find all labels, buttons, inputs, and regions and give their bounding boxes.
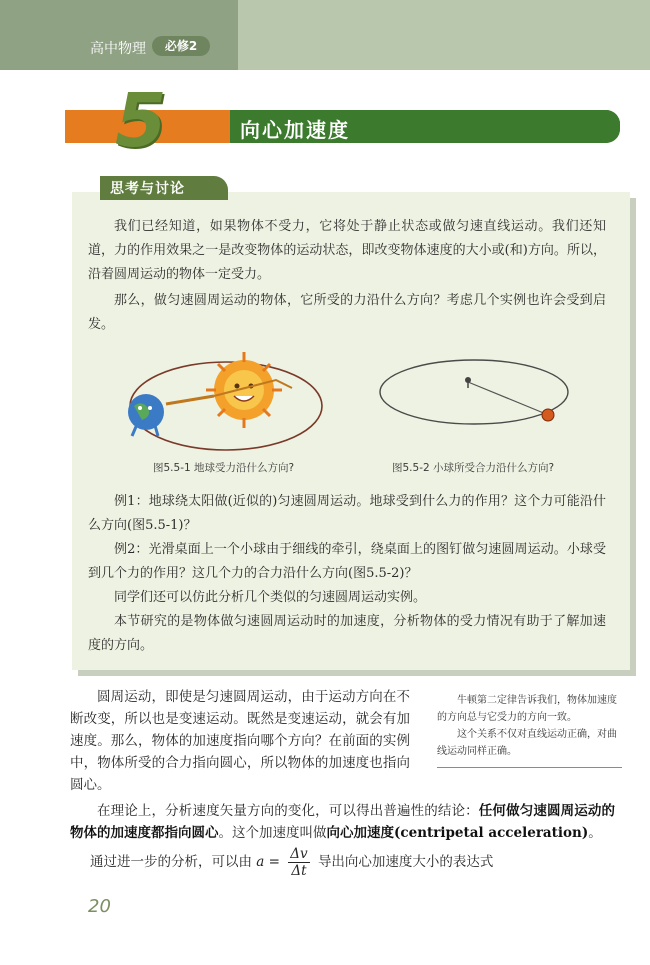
- think-paragraph-2: 那么，做匀速圆周运动的物体，它所受的力沿什么方向？考虑几个实例也许会受到启发。: [88, 293, 606, 332]
- para2-start: 在理论上，分析速度矢量方向的变化，可以得出普遍性的结论：: [97, 803, 479, 819]
- ball-icon: [542, 409, 554, 421]
- formula-suffix: 导出向心加速度大小的表达式: [317, 854, 494, 870]
- formula-numerator: Δv: [290, 846, 308, 862]
- earth-sun-figure: [96, 350, 328, 460]
- example-2: 例2：光滑桌面上一个小球由于细线的牵引，绕桌面上的图钉做匀速圆周运动。小球受到几个力的作用？这几个力的合力沿什么方向(图5.5-2)？: [88, 542, 606, 581]
- formula-fraction: [288, 846, 309, 879]
- think-paragraph-1: 我们已经知道，如果物体不受力，它将处于静止状态或做匀速直线运动。我们还知道，力的作用效果之一是改变物体的运动状态，即改变物体速度的大小或(和)方向。所以，沿着圆周运动的物体一定受力。: [88, 219, 606, 282]
- ball-string-figure: [376, 352, 576, 434]
- string-line: [468, 382, 546, 414]
- formula-denominator: Δt: [291, 863, 307, 879]
- body-paragraph-2: [70, 800, 615, 844]
- section-title: 向心加速度: [240, 118, 350, 142]
- ball-path: [380, 360, 568, 424]
- header-block: [0, 0, 238, 70]
- formula-prefix: 通过进一步的分析，可以由: [90, 854, 252, 870]
- para2-end: 。: [588, 825, 602, 841]
- section-number: 5: [115, 78, 167, 164]
- figure-2-caption: 图5.5-2 小球所受合力沿什么方向?: [392, 462, 555, 474]
- para2-mid: 。这个加速度叫做: [218, 825, 327, 841]
- centripetal-english: (centripetal acceleration): [394, 825, 589, 841]
- formula-line: [90, 846, 493, 879]
- note-line-1: 牛顿第二定律告诉我们，物体加速度的方向总与它受力的方向一致。: [437, 695, 617, 723]
- para2-conclusion: 任何做匀速圆周运动的物体的加速度都指向圆心: [70, 803, 616, 841]
- example-1: 例1：地球绕太阳做(近似的)匀速圆周运动。地球受到什么力的作用？这个力可能沿什么方向(图5.5-1)？: [88, 494, 606, 533]
- page-number: 20: [88, 896, 111, 917]
- think-discuss-tab: [100, 176, 228, 200]
- note-line-2: 这个关系不仅对直线运动正确，对曲线运动同样正确。: [437, 729, 617, 757]
- sun-arm: [166, 396, 214, 404]
- figure-1-caption: 图5.5-1 地球受力沿什么方向?: [153, 462, 295, 474]
- section-purpose: 本节研究的是物体做匀速圆周运动时的加速度，分析物体的受力情况有助于了解加速度的方向。: [88, 614, 606, 653]
- page-header: [0, 0, 650, 70]
- formula-lhs: a =: [256, 854, 280, 870]
- example-note: 同学们还可以仿此分析几个类似的匀速圆周运动实例。: [114, 590, 427, 605]
- sun-icon: [206, 352, 282, 428]
- sidebar-note: [437, 692, 622, 768]
- think-discuss-label: 思考与讨论: [110, 181, 185, 197]
- book-volume-badge: 必修2: [152, 36, 210, 56]
- body-paragraph-1: 圆周运动，即使是匀速圆周运动，由于运动方向在不断改变，所以也是变速运动。既然是变速运动，就会有加速度。那么，物体的加速度指向哪个方向？在前面的实例中，物体所受的合力指向圆心，所以物体的加速度也指向圆心。: [70, 689, 410, 793]
- earth-icon: [128, 394, 164, 436]
- book-series: 高中物理: [90, 41, 146, 57]
- centripetal-term: 向心加速度: [326, 825, 394, 841]
